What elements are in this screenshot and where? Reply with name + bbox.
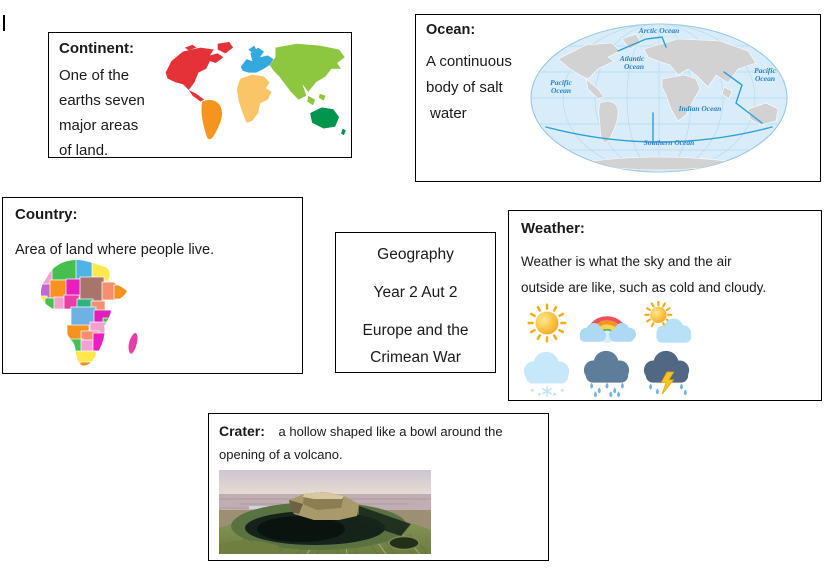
crater-def-line: a hollow shaped like a bowl around the xyxy=(278,424,503,439)
southern-ocean-label: Southern Ocean xyxy=(643,138,695,147)
pacific-ocean-east-label: Pacific xyxy=(754,66,776,75)
topic-title-line: Crimean War xyxy=(370,349,461,366)
world-continents-map xyxy=(156,38,349,142)
continent-term: Continent: xyxy=(59,40,134,57)
indian-ocean-label: Indian Ocean xyxy=(678,104,722,113)
ocean-card xyxy=(415,14,821,182)
continent-def-line: major areas xyxy=(59,117,139,134)
atlantic-ocean-label: Ocean xyxy=(624,62,644,71)
text-caret xyxy=(3,15,5,31)
country-card xyxy=(2,197,303,374)
europe-shape xyxy=(241,46,274,73)
ocean-term: Ocean: xyxy=(426,22,476,38)
crater-def-line: opening of a volcano. xyxy=(219,447,343,462)
continent-def-line: earths seven xyxy=(59,92,145,109)
year-term-label: Year 2 Aut 2 xyxy=(373,284,458,301)
australia-shape xyxy=(310,107,346,135)
pacific-ocean-east-label: Ocean xyxy=(755,74,775,83)
madagascar-shape xyxy=(128,333,138,354)
asia-shape xyxy=(270,44,345,106)
unit-title-card xyxy=(335,232,496,373)
pacific-ocean-west-label: Ocean xyxy=(551,86,571,95)
volcano-crater-photo xyxy=(219,470,431,555)
continent-def-line: One of the xyxy=(59,67,130,84)
ocean-def-line: A continuous xyxy=(426,53,512,70)
pacific-ocean-west-label: Pacific xyxy=(550,78,572,87)
rainbow-clouds-icon xyxy=(577,300,637,346)
arctic-ocean-label: Arctic Ocean xyxy=(638,26,680,35)
sun-icon xyxy=(524,300,570,346)
sun-behind-cloud-icon xyxy=(640,301,694,346)
greenland-shape xyxy=(218,42,233,54)
continent-card xyxy=(48,32,352,158)
topic-title-line: Europe and the xyxy=(362,322,469,339)
weather-card xyxy=(508,210,822,401)
north-america-shape xyxy=(166,42,233,102)
ocean-def-line: water xyxy=(430,105,467,122)
crater-card xyxy=(208,413,549,561)
weather-def-line: outside are like, such as cold and cloudy. xyxy=(521,280,767,295)
weather-def-line: Weather is what the sky and the air xyxy=(521,254,732,269)
crater-term: Crater: xyxy=(219,423,265,439)
country-term: Country: xyxy=(15,206,78,223)
africa-countries xyxy=(37,256,130,370)
africa-shape xyxy=(237,75,272,123)
snow-cloud-icon xyxy=(518,346,576,398)
weather-icons-grid xyxy=(517,299,697,397)
south-america-shape xyxy=(202,100,223,139)
country-definition: Area of land where people live. xyxy=(15,242,215,258)
rain-cloud-icon xyxy=(578,346,636,398)
world-oceans-map xyxy=(528,17,796,179)
ocean-def-line: body of salt xyxy=(426,79,503,96)
africa-political-map xyxy=(37,256,141,370)
atlantic-ocean-label: Atlantic xyxy=(619,54,645,63)
lightning-cloud-icon xyxy=(638,346,696,398)
continent-def-line: of land. xyxy=(59,142,109,159)
subject-title: Geography xyxy=(377,246,454,263)
weather-term: Weather: xyxy=(521,220,585,237)
